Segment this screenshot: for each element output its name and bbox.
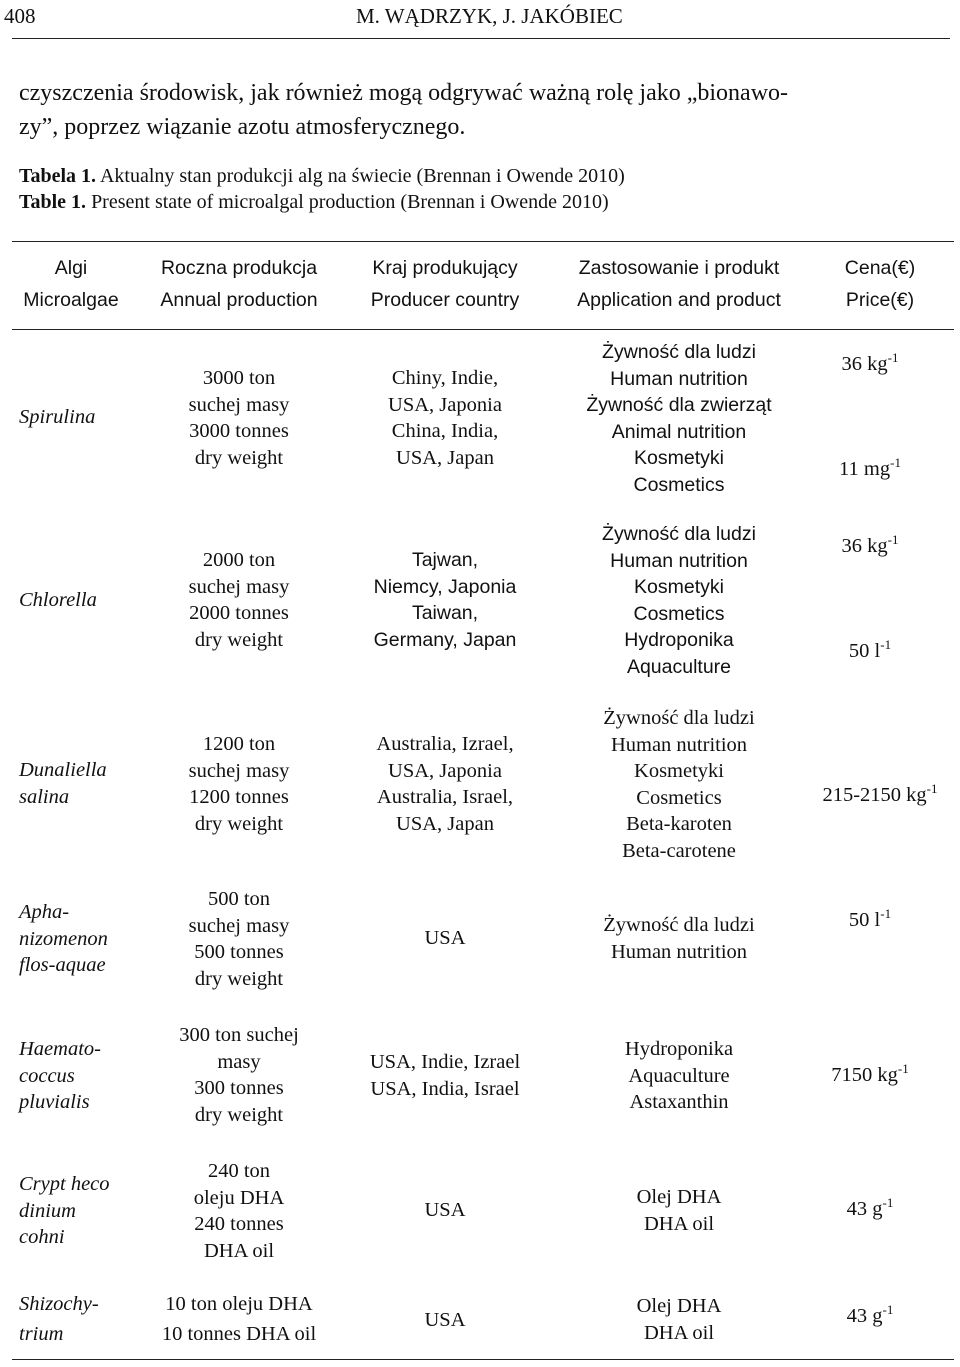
annual-production: 500 ton suchej masy 500 tonnes dry weight: [188, 888, 290, 990]
price: 36 $kg^{-1}$: [841, 532, 899, 557]
producer-country: USA: [424, 1309, 466, 1331]
annual-production: 2000 ton suchej masy 2000 tonnes dry weight: [188, 549, 290, 651]
col-header-producer-country: Producer country: [370, 289, 520, 311]
col-header-zastosowanie: Zastosowanie i produkt: [578, 257, 780, 279]
table-caption-pl: [19, 165, 625, 188]
col-header-algi: Algi: [54, 257, 88, 279]
microalga-name: Shizochy- trium: [19, 1293, 99, 1345]
application-and-product: Hydroponika Aquaculture Astaxanthin: [624, 1038, 734, 1113]
page-number: 408: [4, 4, 36, 28]
table-header-rule: [12, 329, 954, 330]
microalga-name: Chlorella: [19, 589, 97, 611]
annual-production: 1200 ton suchej masy 1200 tonnes dry weight: [188, 733, 290, 835]
annual-production: 10 ton oleju DHA 10 tonnes DHA oil: [161, 1293, 317, 1345]
price: 215-2150 $kg^{-1}$: [822, 781, 938, 806]
producer-country: USA, Indie, Izrael USA, India, Israel: [369, 1051, 521, 1100]
producer-country: Australia, Izrael, USA, Japonia Australia, Israel, USA, Japan: [376, 733, 514, 835]
caption-pl-text: Aktualny stan produkcji alg na świecie (Brennan i Owende 2010): [96, 165, 625, 187]
table-caption-en: [19, 191, 609, 214]
producer-country: USA: [424, 1199, 466, 1221]
application-and-product: Żywność dla ludzi Human nutrition Kosmetyki Cosmetics Beta-karoten Beta-carotene: [603, 707, 755, 862]
running-header-authors: M. WĄDRZYK, J. JAKÓBIEC: [356, 4, 623, 28]
price: 7150 $kg^{-1}$: [831, 1061, 909, 1086]
price: 36 $kg^{-1}$: [841, 350, 899, 375]
body-text-line-2: zy”, poprzez wiązanie azotu atmosferycznego.: [19, 114, 466, 140]
producer-country: Chiny, Indie, USA, Japonia China, India, USA, Japan: [388, 367, 502, 469]
price: 50 $l^{-1}$: [848, 637, 892, 662]
caption-en-label: Table 1.: [19, 191, 87, 213]
annual-production: 3000 ton suchej masy 3000 tonnes dry weight: [188, 367, 290, 469]
header-rule: [12, 38, 950, 39]
body-text-line-1: czyszczenia środowisk, jak również mogą odgrywać ważną rolę jako „bionawo-: [19, 80, 789, 106]
col-header-price: Price(€): [845, 289, 915, 311]
col-header-microalgae: Microalgae: [23, 289, 119, 311]
table-top-rule: [12, 241, 954, 242]
table-bottom-rule: [12, 1359, 954, 1360]
microalga-name: Apha- nizomenon flos-aquae: [19, 901, 108, 976]
price: 43 $g^{-1}$: [846, 1195, 894, 1220]
col-header-roczna-produkcja: Roczna produkcja: [160, 257, 318, 279]
col-header-annual-production: Annual production: [160, 289, 318, 311]
caption-pl-label: Tabela 1.: [19, 165, 97, 187]
annual-production: 240 ton oleju DHA 240 tonnes DHA oil: [193, 1160, 285, 1262]
microalga-name: Crypt heco dinium cohni: [19, 1173, 110, 1248]
producer-country: Tajwan, Niemcy, Japonia Taiwan, Germany, Japan: [373, 549, 517, 651]
price: 43 $g^{-1}$: [846, 1302, 894, 1327]
application-and-product: Żywność dla ludzi Human nutrition: [603, 914, 755, 963]
col-header-kraj-produkujacy: Kraj produkujący: [372, 257, 518, 279]
col-header-application: Application and product: [577, 289, 781, 311]
microalga-name: Spirulina: [19, 406, 96, 428]
producer-country: USA: [424, 927, 466, 949]
col-header-cena: Cena(€): [844, 257, 916, 279]
price: 50 $l^{-1}$: [848, 906, 892, 931]
annual-production: 300 ton suchej masy 300 tonnes dry weight: [179, 1024, 299, 1126]
application-and-product: Olej DHA DHA oil: [636, 1295, 722, 1344]
application-and-product: Olej DHA DHA oil: [636, 1186, 722, 1235]
application-and-product: Żywność dla ludzi Human nutrition Kosmetyki Cosmetics Hydroponika Aquaculture: [602, 523, 756, 678]
caption-en-text: Present state of microalgal production (Brennan i Owende 2010): [86, 191, 609, 213]
application-and-product: Żywność dla ludzi Human nutrition Żywność dla zwierząt Animal nutrition Kosmetyki Cosmetics: [586, 341, 772, 496]
price: 11 $mg^{-1}$: [839, 455, 901, 480]
microalga-name: Haemato- coccus pluvialis: [19, 1038, 101, 1113]
microalga-name: Dunaliella salina: [19, 759, 107, 808]
